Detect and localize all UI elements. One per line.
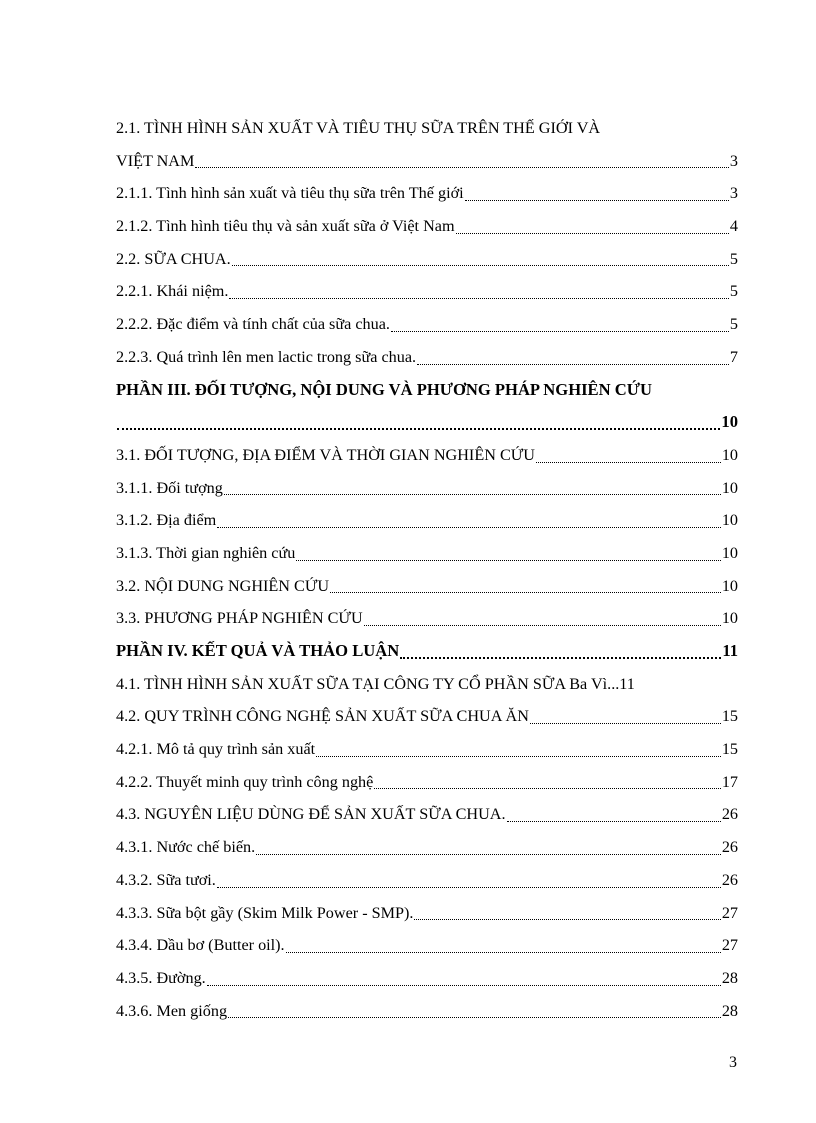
page-number: 3 — [729, 1054, 737, 1071]
toc-entry[interactable] — [116, 668, 738, 701]
toc-entry-page: 26 — [721, 838, 738, 857]
toc-dot-leader — [364, 602, 721, 635]
toc-entry-title: PHẦN IV. KẾT QUẢ VÀ THẢO LUẬN — [116, 641, 400, 660]
toc-entry-title: 4.2.2. Thuyết minh quy trình công nghệ — [116, 772, 374, 791]
toc-entry-title: PHẦN III. ĐỐI TƯỢNG, NỘI DUNG VÀ PHƯƠNG PHÁP NGHIÊN CỨU — [116, 379, 652, 399]
toc-dot-leader — [256, 831, 721, 864]
toc-entry-page: 5 — [729, 315, 738, 334]
toc-entry-title: 2.2.2. Đặc điểm và tính chất của sữa chua. — [116, 315, 390, 334]
toc-dot-leader — [391, 308, 729, 341]
toc-entry[interactable] — [116, 374, 738, 407]
toc-dot-leader — [117, 406, 720, 439]
toc-entry-page: 7 — [729, 347, 738, 366]
toc-entry-title: 3.1. ĐỐI TƯỢNG, ĐỊA ĐIỂM VÀ THỜI GIAN NGHIÊN CỨU — [116, 445, 535, 464]
toc-dot-leader — [465, 177, 729, 210]
toc-entry[interactable] — [116, 275, 738, 308]
toc-entry-title: 4.3.5. Đường. — [116, 968, 206, 987]
toc-entry-title: 2.2.3. Quá trình lên men lactic trong sữa chua. — [116, 347, 417, 366]
toc-entry-page: 10 — [721, 412, 738, 432]
toc-entry[interactable] — [116, 700, 738, 733]
toc-entry-title: 3.2. NỘI DUNG NGHIÊN CỨU — [116, 576, 330, 595]
toc-entry[interactable] — [116, 962, 738, 995]
table-of-contents — [116, 112, 738, 1027]
toc-entry[interactable] — [116, 177, 738, 210]
toc-entry-title: 3.1.3. Thời gian nghiên cứu — [116, 543, 296, 562]
toc-entry-page: 10 — [721, 609, 738, 628]
toc-entry-title: 4.3.3. Sữa bột gầy (Skim Milk Power - SMP). — [116, 903, 414, 922]
toc-dot-leader — [228, 995, 721, 1028]
toc-entry-title: 3.1.2. Địa điểm — [116, 511, 217, 530]
toc-dot-leader — [207, 962, 721, 995]
toc-entry-title: VIỆT NAM — [116, 151, 195, 170]
toc-entry[interactable] — [116, 112, 738, 145]
toc-dot-leader — [217, 504, 721, 537]
toc-dot-leader — [374, 766, 720, 799]
toc-entry[interactable] — [116, 864, 738, 897]
toc-entry-title: 4.2. QUY TRÌNH CÔNG NGHỆ SẢN XUẤT SỮA CHUA ĂN — [116, 707, 529, 726]
toc-entry-page: 26 — [721, 805, 738, 824]
toc-entry-page: 3 — [729, 184, 738, 203]
toc-dot-leader — [224, 472, 721, 505]
toc-dot-leader — [286, 929, 721, 962]
toc-dot-leader — [507, 798, 721, 831]
toc-entry-title: 4.3.6. Men giống — [116, 1001, 228, 1020]
toc-entry-page: 27 — [721, 903, 738, 922]
toc-entry[interactable] — [116, 929, 738, 962]
toc-entry-title: 4.3. NGUYÊN LIỆU DÙNG ĐỂ SẢN XUẤT SỮA CHUA. — [116, 805, 506, 824]
toc-dot-leader — [530, 700, 721, 733]
toc-entry-title: 4.2.1. Mô tả quy trình sản xuất — [116, 740, 316, 759]
toc-entry[interactable] — [116, 210, 738, 243]
toc-entry[interactable] — [116, 472, 738, 505]
toc-dot-leader — [400, 635, 721, 668]
toc-entry-page: 10 — [721, 576, 738, 595]
toc-dot-leader — [536, 439, 721, 472]
toc-entry-title: 2.1.2. Tình hình tiêu thụ và sản xuất sữa ở Việt Nam — [116, 217, 455, 236]
toc-entry-page: 17 — [721, 772, 738, 791]
toc-entry[interactable] — [116, 145, 738, 178]
toc-dot-leader — [195, 145, 729, 178]
toc-dot-leader — [296, 537, 720, 570]
toc-entry-page: 15 — [721, 707, 738, 726]
toc-entry[interactable] — [116, 766, 738, 799]
toc-entry-page: 26 — [721, 870, 738, 889]
toc-entry-page: 27 — [721, 936, 738, 955]
toc-dot-leader — [217, 864, 721, 897]
toc-entry-page: 10 — [721, 511, 738, 530]
toc-dot-leader — [316, 733, 721, 766]
toc-entry[interactable] — [116, 406, 738, 439]
toc-entry[interactable] — [116, 733, 738, 766]
toc-entry[interactable] — [116, 635, 738, 668]
toc-dot-leader — [229, 275, 729, 308]
toc-entry-title: 3.3. PHƯƠNG PHÁP NGHIÊN CỨU — [116, 609, 363, 628]
toc-entry[interactable] — [116, 570, 738, 603]
toc-entry[interactable] — [116, 439, 738, 472]
toc-entry-page: 5 — [729, 249, 738, 268]
toc-entry-page: 10 — [721, 445, 738, 464]
toc-entry[interactable] — [116, 308, 738, 341]
toc-entry-title: 4.3.2. Sữa tươi. — [116, 870, 216, 889]
toc-entry-page: 11 — [722, 641, 738, 660]
toc-entry[interactable] — [116, 831, 738, 864]
toc-entry-page: 10 — [721, 478, 738, 497]
toc-dot-leader — [414, 897, 720, 930]
toc-entry-page: 10 — [721, 543, 738, 562]
toc-entry-title: 3.1.1. Đối tượng — [116, 478, 223, 497]
toc-entry[interactable] — [116, 798, 738, 831]
toc-entry-title: 2.1.1. Tình hình sản xuất và tiêu thụ sữa trên Thế giới — [116, 184, 464, 203]
toc-entry-page: 3 — [729, 151, 738, 170]
toc-entry-title: 2.2. SỮA CHUA. — [116, 249, 231, 268]
toc-dot-leader — [456, 210, 729, 243]
toc-entry-title: 2.1. TÌNH HÌNH SẢN XUẤT VÀ TIÊU THỤ SỮA TRÊN THẾ GIỚI VÀ — [116, 119, 601, 137]
toc-dot-leader — [232, 243, 729, 276]
toc-entry-page: 15 — [721, 740, 738, 759]
toc-entry-title: 2.2.1. Khái niệm. — [116, 282, 229, 301]
toc-dot-leader — [330, 570, 721, 603]
toc-entry[interactable] — [116, 243, 738, 276]
toc-entry-page: 4 — [729, 217, 738, 236]
toc-entry[interactable] — [116, 602, 738, 635]
toc-entry[interactable] — [116, 995, 738, 1028]
toc-entry[interactable] — [116, 897, 738, 930]
toc-entry[interactable] — [116, 537, 738, 570]
toc-entry-page: 11 — [619, 674, 635, 693]
toc-entry-title: 4.1. TÌNH HÌNH SẢN XUẤT SỮA TẠI CÔNG TY CỔ PHẦN SỮA Ba Vì... — [116, 674, 620, 693]
toc-entry-title: 4.3.1. Nước chế biến. — [116, 838, 256, 857]
toc-entry-page: 28 — [721, 1001, 738, 1020]
toc-dot-leader — [417, 341, 729, 374]
toc-entry-page: 5 — [729, 282, 738, 301]
toc-entry-page: 28 — [721, 968, 738, 987]
toc-entry[interactable] — [116, 504, 738, 537]
toc-entry[interactable] — [116, 341, 738, 374]
toc-entry-title: 4.3.4. Dầu bơ (Butter oil). — [116, 936, 285, 955]
